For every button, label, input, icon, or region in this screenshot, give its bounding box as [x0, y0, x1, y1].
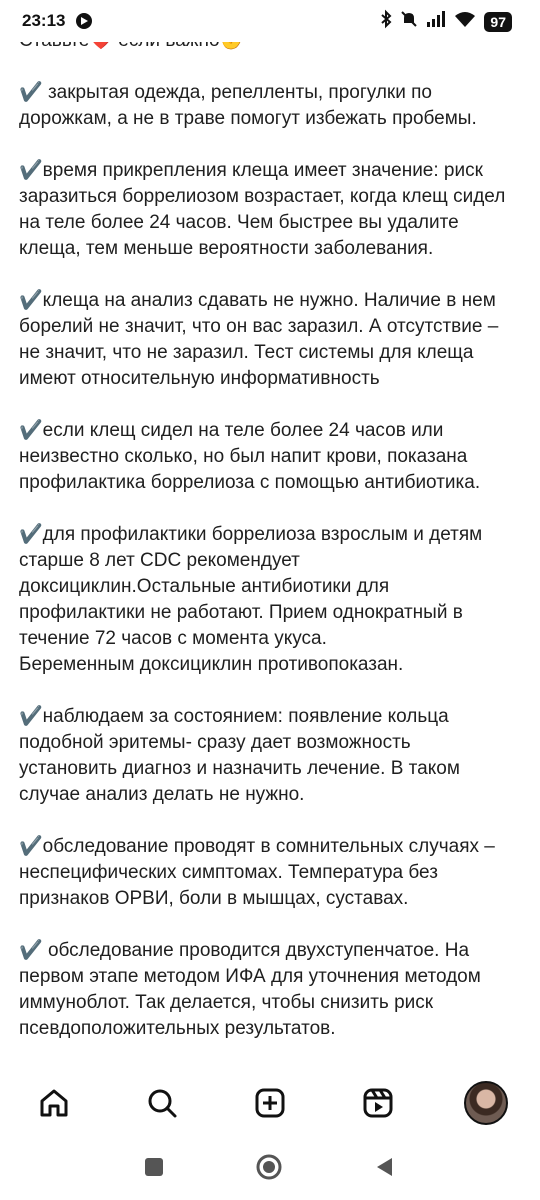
caption-paragraph: [19, 418, 524, 496]
caption-line: [19, 522, 524, 548]
caption-line: [19, 418, 524, 444]
caption-text: доксициклин.Остальные антибиотики для: [19, 576, 390, 597]
wifi-icon: [454, 10, 476, 33]
signal-icon: [426, 10, 446, 33]
caption-line: [19, 444, 524, 470]
caption-line: [19, 834, 524, 860]
caption-line: [19, 236, 524, 262]
home-icon: [38, 1087, 70, 1119]
caption-line: [19, 704, 524, 730]
caption-line: [19, 990, 524, 1016]
home-circle-icon: [256, 1154, 282, 1180]
caption-line: [19, 730, 524, 756]
caption-text: обследование проводят в сомнительных случаях –: [42, 836, 495, 857]
caption-text: неспецифических симптомах. Температура без: [19, 862, 438, 883]
caption-line: [19, 470, 524, 496]
caption-text: борелий не значит, что он вас заразил. А отсутствие –: [19, 316, 499, 337]
home-system-button[interactable]: [256, 1154, 282, 1185]
caption-text: подобной эритемы- сразу дает возможность: [19, 732, 411, 753]
caption-paragraph: [19, 834, 524, 912]
caption-line: [19, 288, 524, 314]
caption-line: [19, 158, 524, 184]
search-button[interactable]: [138, 1079, 186, 1127]
caption-text: обследование проводится двухступенчатое. На: [42, 940, 470, 961]
mute-icon: [400, 10, 418, 33]
caption-text: неизвестно сколько, но был напит крови, показана: [19, 446, 468, 467]
caption-text: закрытая одежда, репелленты, прогулки по: [42, 82, 432, 103]
caption-line: [19, 1016, 524, 1042]
caption-text: если клещ сидел на теле более 24 часов или: [42, 420, 444, 441]
caption-line: [19, 938, 524, 964]
checkmark-icon: ✔️: [19, 82, 43, 103]
caption-line: [19, 548, 524, 574]
status-time: 23:13: [22, 11, 66, 30]
status-icons: [380, 10, 512, 33]
checkmark-icon: ✔️: [19, 706, 43, 727]
caption-paragraph: [19, 938, 524, 1042]
bluetooth-icon: [380, 10, 392, 33]
caption-line: [19, 600, 524, 626]
caption-text: Беременным доксициклин противопоказан.: [19, 654, 404, 675]
caption-line: [19, 782, 524, 808]
caption-text: старше 8 лет CDC рекомендует: [19, 550, 300, 571]
caption-line: [19, 886, 524, 912]
caption-text: наблюдаем за состоянием: появление кольца: [42, 706, 449, 727]
caption-line: [19, 964, 524, 990]
notification-icon: [75, 12, 93, 35]
caption-text: профилактики не работают. Прием однократный в: [19, 602, 463, 623]
caption-line: [19, 340, 524, 366]
caption-line: [19, 626, 524, 652]
checkmark-icon: ✔️: [19, 940, 43, 961]
caption-paragraph: [19, 288, 524, 392]
status-bar: [0, 0, 540, 42]
caption-line: [19, 106, 524, 132]
caption-text: на теле более 24 часов. Чем быстрее вы удалите: [19, 212, 459, 233]
home-button[interactable]: [30, 1079, 78, 1127]
recents-button[interactable]: [144, 1157, 164, 1182]
recents-icon: [144, 1157, 164, 1177]
caption-line: [19, 184, 524, 210]
caption-paragraphs: [19, 80, 524, 1094]
checkmark-icon: ✔️: [19, 836, 43, 857]
caption-paragraph: [19, 80, 524, 132]
caption-text: установить диагноз и назначить лечение. В таком: [19, 758, 460, 779]
caption-line: [19, 366, 524, 392]
checkmark-icon: ✔️: [19, 290, 43, 311]
search-icon: [146, 1087, 178, 1119]
bottom-navigation: [0, 1068, 540, 1138]
caption-text: профилактика боррелиоза с помощью антибиотика.: [19, 472, 481, 493]
create-post-button[interactable]: [246, 1079, 294, 1127]
caption-text: не значит, что не заразил. Тест системы для клеща: [19, 342, 474, 363]
caption-line: [19, 80, 524, 106]
profile-button[interactable]: [462, 1079, 510, 1127]
battery-indicator: 97: [484, 12, 512, 32]
back-icon: [374, 1156, 396, 1178]
caption-text: клеща, тем меньше вероятности заболевания.: [19, 238, 434, 259]
reels-icon: [362, 1087, 394, 1119]
avatar: [464, 1081, 508, 1125]
caption-text: первом этапе методом ИФА для уточнения методом: [19, 966, 481, 987]
back-button[interactable]: [374, 1156, 396, 1183]
caption-line: [19, 652, 524, 678]
caption-text: время прикрепления клеща имеет значение: риск: [42, 160, 483, 181]
reels-button[interactable]: [354, 1079, 402, 1127]
caption-line: [19, 574, 524, 600]
caption-paragraph: [19, 158, 524, 262]
caption-line: [19, 860, 524, 886]
caption-paragraph: [19, 704, 524, 808]
caption-text: заразиться боррелиозом возрастает, когда клещ сидел: [19, 186, 506, 207]
post-caption: [19, 28, 524, 1066]
caption-text: течение 72 часов с момента укуса.: [19, 628, 327, 649]
caption-text: клеща на анализ сдавать не нужно. Наличие в нем: [42, 290, 496, 311]
caption-text: псевдоположительных результатов.: [19, 1018, 336, 1039]
caption-line: [19, 314, 524, 340]
caption-text: имеют относительную информативность: [19, 368, 380, 389]
caption-text: признаков ОРВИ, боли в мышцах, суставах.: [19, 888, 409, 909]
checkmark-icon: ✔️: [19, 524, 43, 545]
caption-text: случае анализ делать не нужно.: [19, 784, 305, 805]
caption-text: иммуноблот. Так делается, чтобы снизить риск: [19, 992, 434, 1013]
checkmark-icon: ✔️: [19, 160, 43, 181]
caption-text: дорожкам, а не в траве помогут избежать пробемы.: [19, 108, 477, 129]
caption-paragraph: [19, 522, 524, 678]
checkmark-icon: ✔️: [19, 420, 43, 441]
caption-text: для профилактики боррелиоза взрослым и детям: [42, 524, 483, 545]
caption-line: [19, 210, 524, 236]
create-post-icon: [254, 1087, 286, 1119]
system-navigation-bar: [0, 1138, 540, 1200]
caption-line: [19, 756, 524, 782]
